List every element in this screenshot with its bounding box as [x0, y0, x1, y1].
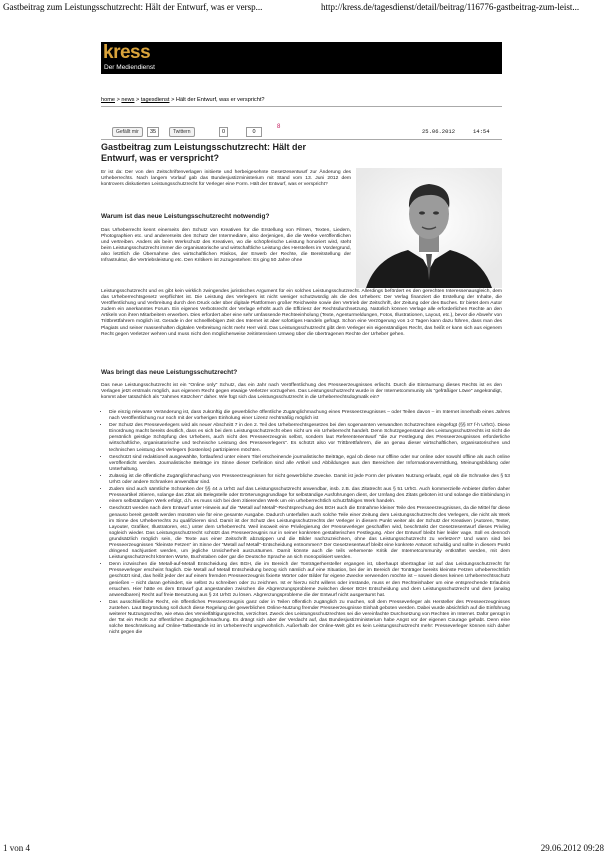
breadcrumb-sep: >	[171, 97, 175, 103]
print-footer	[3, 843, 604, 855]
paragraph-2: Das neue Leistungsschutzrecht ist ein "Online only" Schutz, das ein Jahr nach Veröffentlichung des Presseerzeugnisses erlischt. Durch die Einräumung dieses Rechts ist es den Verlagen jetzt erstmals möglich, aus eigenem Recht gegen etwaige Verletzer vorzugehen. Das Leistungsschutzrecht wurde in der Internetcommunity als "gefräßiger Löwe" angekündigt, kommt aber tatsächlich als "zahmes Kätzchen" daher. Wie fügt sich das Leistungsschutzrecht in die Urheberrechtsdogmatik ein?	[101, 383, 502, 401]
article-title: Gastbeitrag zum Leistungsschutzrecht: Hält der Entwurf, was er verspricht?	[101, 142, 307, 163]
paragraph-1b: Leistungsschutzrecht und es gibt kein wirklich zwingendes juristisches Argument für ein solches Leistungsschutzrecht. Allerdings befördert es den gerechten Interessenausgleich, dem das Urheberrechtsgesetz verpflichtet ist. Die Leistung des Verlegers ist nicht weniger schutzwürdig als die des Urhebers: Der Verlag finanziert die Erstellung der Inhalte, die Veröffentlichung und Verbreitung durch den Druck oder über digitale Plattformen großer Reichweite sowie den Vertrieb der Zeitschrift, der Zeitung oder des Buches. Er bietet dem Autor zudem ein anerkanntes Forum. Ein eigenes Verbotsrecht der Verlage erhöht auch die Effizienz der Rechtsdurchsetzung. Natürlich können Verlage alle erforderlichen Rechte an den Artikeln von ihren Mitarbeitern erwerben. Dies erfordert aber eine sehr umfassende Rechteeinholung (Texte, Agenturmeldungen, Fotos, Illustrationen, Layout, etc.), bevor die Abwehr von Trittbrettfahrern möglich ist. Gerade in der schnelllebigen Zeit des Internet ist aber sofortiges Handeln gefragt. Schon eine Verzögerung von 1-2 Tagen kann dazu führen, dass man des Plagiats und seiner massenhaften digitalen Verbreitung nicht mehr Herr wird. Das Leistungsschutzrecht gibt dem Verleger ein eigenständiges Recht, das heißt er kann sich aus eigenem Recht gegen Verletzer wehren und muss nicht den möglicherweise zeitintensiven Umweg über die übertragenen Rechte der Urheber gehen.	[101, 289, 502, 337]
breadcrumb-current: Hält der Entwurf, was er verspricht?	[175, 97, 265, 103]
tweet-count: 0	[219, 127, 228, 137]
author-photo	[356, 168, 502, 288]
article-intro	[101, 170, 351, 188]
like-count: 35	[147, 127, 159, 137]
logo-name: kress	[103, 42, 151, 63]
list-item: • Geschützt sind redaktionell ausgewählte, fortlaufend unter einem Titel erscheinende journalistische Beiträge, egal ob diese nur offline oder nur online oder sowohl offline als auch online veröffentlicht werden. Journalistische Beiträge im Sinne dieser Definition sind alle Artikel und Abbildungen aus den Bereichen der Informationsvermittlung, Meinungsbildung oder Unterhaltung.	[109, 455, 510, 473]
divider	[101, 139, 502, 140]
article-intro-text: Er ist da: Der von den Zeitschriftenverlagen initiierte und herbeigesehnte Gesetzesentwurf zur Änderung des Urheberrechts. Nach langem Vorlauf gab das Bundesjustizministerium mit Stand vom 13. Juni 2012 dem kontrovers diskutierten Leistungsschutzrecht für Verleger eine Form. Hält der Entwurf, was er verspricht?	[101, 170, 351, 188]
breadcrumb-home-link[interactable]: home	[101, 97, 115, 103]
breadcrumb-section-link[interactable]: tagesdienst	[140, 97, 170, 103]
list-item: • Der Schutz des Presseverlegers wird als neuer Abschnitt 7 in den 2. Teil des Urheberrechtsgesetzes bei den sogenannten verwandten Schutzrechten eingefügt (§§ 87 f-h UrhG). Diese Einordnung macht bereits deutlich, dass es sich bei dem Leistungsschutzrecht eben nicht um ein Urheberrecht handelt. Denn Schutzgegenstand des Leistungsschutzrechts ist nicht die persönlich geistige Schöpfung des Urhebers, auch nicht des Presseerzeugnis selbst, sondern laut Referentenentwurf "die zur Festlegung des Presseerzeugnisses erforderliche wirtschaftliche, organisatorische und technische Leistung des Presseverlegers". Es schützt also vor Trittbrettfahrern, die an genau dieser wirtschaftlichen, organisatorischen und technischen Leistung des Verlegers (kostenlos) partizipieren möchten.	[109, 423, 510, 453]
print-header-title: Gastbeitrag zum Leistungsschutzrecht: Hält der Entwurf, was er versp...	[3, 2, 263, 12]
breadcrumb	[101, 97, 265, 103]
list-item: • Denn inzwischen die Metall-auf-Metall Entscheidung des BGH, die im Bereich der Tonträgerhersteller ergangen ist, überhaupt übertragbar ist auf das Leistungsschutzrecht für Presseverleger erscheint fraglich. Die Metall auf Metall Entscheidung bezog sich nämlich auf eine Situation, bei der im Bereich der Tonträger bereits kleinste Fetzen urheberrechtlich geschützt sind, das heißt jeder der auf einem fremden Presseerzeugnis fixierte Wörter oder Bilder für eigene Zwecke verwenden möchte ist – soweit dieses keinen Urheberrechtsschutz genießen – nicht daran gehindert, sie selbst zu schreiben oder zu zeichnen. Ist er hierzu nicht willens oder imstande, muss er den Rechteinhaber um eine entsprechende Erlaubnis ersuchen. Hier hätte es dem Entwurf gut angestanden zwischen die Abgrenzungsprobleme zwischen dieser BGH Entscheidung und dem Leistungsschutzrecht und dem (analog anwendbaren) Recht auf freie Benutzung aus § 24 UrhG zu lösen. Abgrenzungsprobleme die der Entwurf nicht ausgeräumt hat.	[109, 562, 510, 599]
article-time: 14:54	[473, 128, 490, 135]
plus-count[interactable]: 0	[246, 127, 262, 137]
print-header-url: http://kress.de/tagesdienst/detail/beitrag/116776-gastbeitrag-zum-leist...	[321, 2, 580, 12]
list-item: • Zudem sind auch sämtliche Schranken der §§ 44 a UrhG auf das Leistungsschutzrecht anwendbar, insb. z.B. das Zitatrecht aus § 51 UrhG. Auch kommerzielle Anbieter dürfen daher Presseartikel zitieren, solange das Zitat als Belegstelle oder Erörterungsgrundlage für selbständige Ausführungen dient, der Umfang des Zitats geboten ist und solange die Einbindung in einem selbständigen Werk erfolgt, d.h. es muss sich bei dem zitierenden Werk um ein urheberrechtlich schutzfähiges Werk handeln.	[109, 487, 510, 505]
tweet-button[interactable]: Twittern	[169, 127, 195, 137]
section-heading-why: Warum ist das neue Leistungsschutzrecht notwendig?	[101, 213, 270, 220]
list-item: • Zulässig ist die öffentliche Zugänglichmachung von Presseerzeugnissen für nicht gewerbliche Zwecke. Damit ist jede Form der privaten Nutzung erlaubt, egal ob die Schranke des § 53 UrhG oder andere Schranken anwendbar sind.	[109, 474, 510, 486]
breadcrumb-sep: >	[136, 97, 140, 103]
logo-subtitle: Der Mediendienst	[104, 64, 155, 71]
print-header	[3, 2, 604, 14]
list-item: • Das ausschließliche Recht, ein öffentliches Presseerzeugnis ganz oder in Teilen öffentlich zugänglich zu machen, soll dem Presseverleger als Hersteller des Presseerzeugnisses zustehen. Laut Begründung soll durch diese Regelung der gewerblichen Online-Nutzung fremder Presseerzeugnisse Einhalt geboten werden. Dabei wurde absichtlich auf die Einführung weiterer Nutzungsrechte, wie etwa des Vervielfältigungsrechts, verzichtet. Zweck des Leistungsschutzrechtes sei die vereinfachte Durchsetzung von Rechten im Internet. Dafür genügt in der Tat ein Recht zur öffentlichen Zugänglichmachung. Es drängt sich aber der Verdacht auf, das Bundesjustizministerium habe Angst vor der eigenen Courage gehabt. Denn eine solche Beschränkung auf Online-Tatbestände ist im Urheberrecht ungewöhnlich. Außerhalb der Online-Welt gibt es kein Leistungsschutzrecht mehr: Presseverleger können sich daher nicht gegen die	[109, 600, 510, 637]
author-portrait-image	[356, 168, 502, 288]
breadcrumb-news-link[interactable]: news	[121, 97, 135, 103]
breadcrumb-sep: >	[116, 97, 120, 103]
divider	[101, 106, 502, 107]
kress-logo-banner[interactable]	[101, 42, 502, 74]
section-heading-what: Was bringt das neue Leistungsschutzrecht?	[101, 369, 238, 376]
list-item: • Geschützt werden nach dem Entwurf unter Hinweis auf die "Metall auf Metall"-Rechtsprechung des BGH auch die Entnahme kleiner Teile des Presseerzeugnisses, da die Mittel für diese genauso bereit gestellt werden müssten wie für eine gesamte Ausgabe. Dadurch unterfallen auch solche Teile einer Zeitung dem Leistungsschutzrecht des Verlegers, die nicht als Werk im Sinne des Urheberrechts zu qualifizieren sind. Damit ist der Schutz des Leistungsschutzrechts der Verleger in diesem Punkt weiter als der Schutz der Kreativen (Autoren, Texter, Layouter, Grafiker, Illustratoren, etc.) unter dem Urheberrecht. Weil insoweit eine Privilegierung der Presseverleger geschaffen wird, beschränkt der Gesetzesentwurf dieses Privileg sogleich wieder. Das Leistungsschutzrecht schützt das Presseerzeugnis nur in seiner konkreten gestalterischen Festlegung. Aber der Entwurf bleibt hier leider vage. Soll es dennoch grundsätzlich möglich sein, die Texte aus einer Zeitschrift abzutippen und die Bilder nachzuzeichnen, ohne das Leistungsschutzrecht zu verletzen? Und wann sind bei Presseerzeugnissen "kleinste Fetzen" im Sinne der "Metall auf Metall"-Entscheidung entnommen? Der Gesetzesentwurf bleibt eine konkrete Antwort schuldig und sollte in diesem Punkt dringend nachjustiert werden, um jegliche Unsicherheit auszuräumen. Damit könnte auch die teils vehemente Kritik der Internetcommunity entkräftet werden, mit dem Leistungsschutzrecht könnten Worte, Buchstaben oder gar die Deutsche Sprache an sich monopolisiert werden.	[109, 506, 510, 561]
print-timestamp: 29.06.2012 09:28	[540, 843, 604, 853]
social-extra-count: 8	[277, 124, 281, 130]
facebook-like-button[interactable]: Gefällt mir	[112, 127, 143, 137]
paragraph-1: Das Urheberrecht kennt einerseits den Schutz von Kreativen für die Erstellung von Filmen, Texten, Liedern, Photographien etc. und andererseits den Schutz der Intermediäre, also derjenigen, die die Werke veröffentlichen und vertreiben. Anders als beim Werkschutz des Kreativen, wo die schöpferische Leistung honoriert wird, steht beim Leistungsschutzrecht immer die organisatorische und wirtschaftliche Leistung des Herstellers im Vordergrund, also letztlich die Übernahme des wirtschaftlichen Risikos, der Erwerb der Rechte, die Bereitstellung der Infrastruktur, die Vertriebsleistung etc. Den Kritikern ist zuzugestehen: Es ging 50 Jahre ohne	[101, 228, 351, 264]
page-number: 1 von 4	[3, 843, 30, 853]
bullet-list	[101, 410, 510, 637]
list-item: • Die einzig relevante Veränderung ist, dass zukünftig die gewerbliche öffentliche Zugänglichmachung eines Presseerzeugnisses – oder Teilen davon – im Internet innerhalb eines Jahres nach Veröffentlichung nur noch mit der vorherigen Einholung einer Lizenz rechtmäßig möglich ist	[109, 410, 510, 422]
article-date: 25.06.2012	[422, 128, 456, 135]
